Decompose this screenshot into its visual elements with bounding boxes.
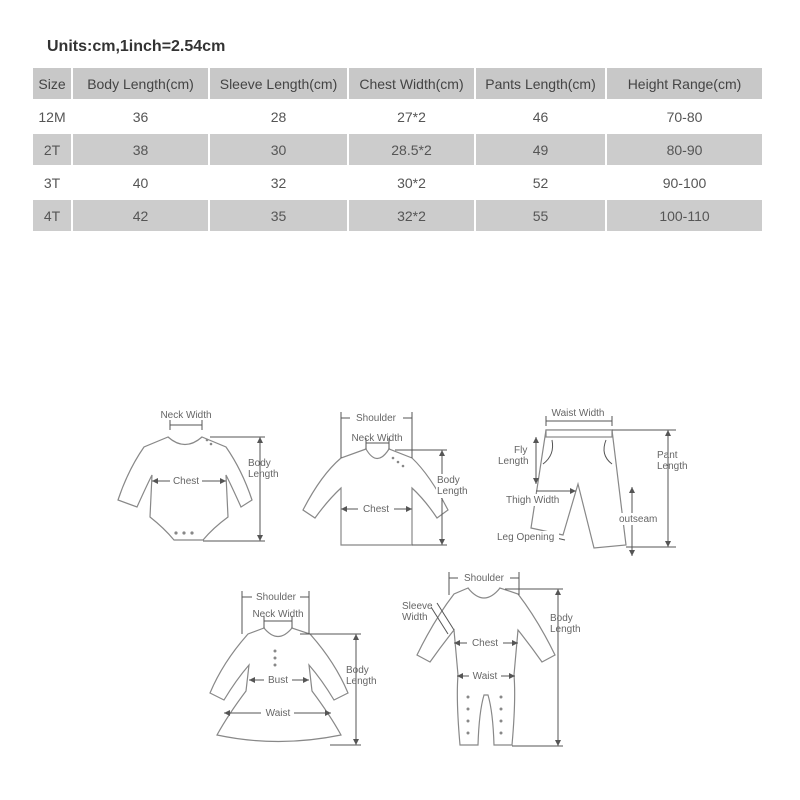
label-body-length-1: Body xyxy=(437,475,460,486)
cell-chest-width: 27*2 xyxy=(348,100,475,133)
label-neck-width: Neck Width xyxy=(351,433,403,444)
cell-height-range: 90-100 xyxy=(606,166,762,199)
cell-body-length: 36 xyxy=(72,100,209,133)
cell-size: 3T xyxy=(33,166,72,199)
label-chest: Chest xyxy=(471,638,499,649)
romper-outline xyxy=(417,588,555,745)
pants-outline xyxy=(531,430,626,548)
header-height-range: Height Range(cm) xyxy=(606,68,762,100)
pants-waistband xyxy=(546,430,612,437)
label-thigh-width: Thigh Width xyxy=(506,495,560,506)
cell-height-range: 100-110 xyxy=(606,199,762,232)
cell-pants-length: 46 xyxy=(475,100,606,133)
header-sleeve-length: Sleeve Length(cm) xyxy=(209,68,348,100)
label-body-length-2: Length xyxy=(437,486,468,497)
dress-diagram xyxy=(210,590,377,745)
label-neck-width: Neck Width xyxy=(252,609,304,620)
label-waist: Waist xyxy=(472,671,498,682)
cell-pants-length: 49 xyxy=(475,133,606,166)
cell-size: 12M xyxy=(33,100,72,133)
top-diagram xyxy=(303,411,472,545)
label-body-length-2: Length xyxy=(346,676,377,687)
top-outline xyxy=(303,449,448,545)
romper-diagram xyxy=(402,571,581,746)
cell-body-length: 42 xyxy=(72,199,209,232)
label-bust: Bust xyxy=(267,675,289,686)
bodysuit-outline xyxy=(118,437,252,540)
label-shoulder: Shoulder xyxy=(463,573,505,584)
label-body-length-1: Body xyxy=(346,665,369,676)
label-neck-width: Neck Width xyxy=(160,410,212,421)
header-pants-length: Pants Length(cm) xyxy=(475,68,606,100)
bodysuit-diagram xyxy=(118,410,279,541)
cell-chest-width: 32*2 xyxy=(348,199,475,232)
label-fly-length-2: Length xyxy=(498,456,529,467)
label-body-length-2: Length xyxy=(248,469,279,480)
label-pant-length-2: Length xyxy=(657,461,688,472)
cell-height-range: 70-80 xyxy=(606,100,762,133)
label-body-length-1: Body xyxy=(550,613,573,624)
cell-sleeve-length: 35 xyxy=(209,199,348,232)
cell-size: 4T xyxy=(33,199,72,232)
label-sleeve-width-1: Sleeve xyxy=(402,601,433,612)
cell-height-range: 80-90 xyxy=(606,133,762,166)
header-body-length: Body Length(cm) xyxy=(72,68,209,100)
cell-body-length: 38 xyxy=(72,133,209,166)
label-fly-length-1: Fly xyxy=(514,445,528,456)
label-chest: Chest xyxy=(172,476,200,487)
cell-pants-length: 55 xyxy=(475,199,606,232)
label-waist: Waist xyxy=(265,708,291,719)
label-body-length-1: Body xyxy=(248,458,271,469)
label-body-length-2: Length xyxy=(550,624,581,635)
label-outseam: outseam xyxy=(619,514,658,525)
cell-sleeve-length: 28 xyxy=(209,100,348,133)
units-note: Units:cm,1inch=2.54cm xyxy=(47,38,226,55)
button-dots xyxy=(274,650,277,667)
label-chest: Chest xyxy=(362,504,390,515)
cell-body-length: 40 xyxy=(72,166,209,199)
label-shoulder: Shoulder xyxy=(355,413,397,424)
cell-size: 2T xyxy=(33,133,72,166)
pants-diagram xyxy=(497,408,688,556)
cell-chest-width: 28.5*2 xyxy=(348,133,475,166)
header-chest-width: Chest Width(cm) xyxy=(348,68,475,100)
label-leg-opening: Leg Opening xyxy=(497,532,555,543)
label-sleeve-width-2: Width xyxy=(402,612,428,623)
label-waist-width: Waist Width xyxy=(551,408,605,419)
label-pant-length-1: Pant xyxy=(657,450,678,461)
cell-chest-width: 30*2 xyxy=(348,166,475,199)
cell-pants-length: 52 xyxy=(475,166,606,199)
label-shoulder: Shoulder xyxy=(255,592,297,603)
header-size: Size xyxy=(33,68,72,100)
cell-sleeve-length: 32 xyxy=(209,166,348,199)
cell-sleeve-length: 30 xyxy=(209,133,348,166)
